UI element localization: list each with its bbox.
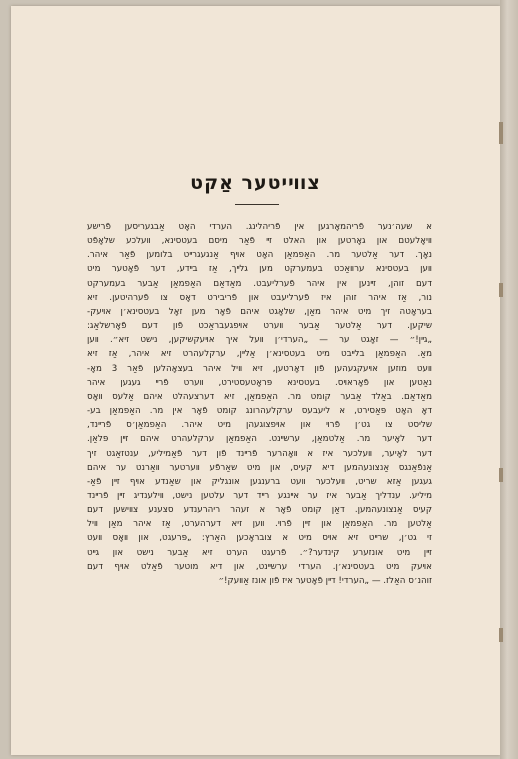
- text-line: געגען אַזא שריט, װעלכער װעט ברענגען אונגליק און שאַנדע אױף זײן פֿאַ-: [87, 476, 432, 487]
- page-edge: [500, 0, 518, 759]
- text-line: זי גט׳ן, שרײט זיא אױס מיט א צובראָכען האַרץ: „פּרעגט, און װאָס װעט: [87, 533, 432, 544]
- binding-mark: [499, 122, 503, 144]
- text-line: אַנפֿאַנגס אַנצונעהמען דיא קעיס, און מיט שאַרפֿע װערטער װאַרנט ער איהם: [87, 462, 432, 473]
- binding-mark: [499, 468, 503, 482]
- book-page: [11, 6, 500, 755]
- binding-mark: [499, 283, 503, 297]
- text-line: א שעה׳נער פֿריהמאָרגען אין פֿריהלינג. הערדי האָט אַבגעריסען פֿרישע: [87, 222, 432, 232]
- text-line: אַלטען מר. האַפמאַן און זײן פֿרױ. װען זיא דערהערט, אַז איהר מאַן װיל: [87, 519, 432, 530]
- title-divider: [235, 204, 279, 205]
- text-line: דאָ האָט פּאַסירט, א ליעבעס ערקלעהרונג קומט פֿאָר אין מר. האַפמאַן בע-: [87, 406, 432, 417]
- text-line: נאָך. דער אַלטער מר. האַפמאַן האָט אױף אַנגעגרײט בלומען פֿאַר איהר.: [87, 250, 432, 261]
- text-line: שליסט צו גט׳ן פֿרױ און אױפצוגעהן מיט איהר. האַפמאַן׳ס פֿרײנד,: [87, 420, 432, 431]
- synopsis-text: [87, 220, 432, 588]
- text-line: קעיס אַנצונעהמען. דאַן קומט פֿאָר א זעהר ריהרענדע סצענע צװישען דעם: [87, 505, 432, 516]
- binding-mark: [499, 628, 503, 642]
- text-line: דער לאָיער, װעלכער איז א װאָהרער פֿרײנד פֿון דער פֿאַמיליע, ענטזאַגט זיך: [87, 448, 432, 459]
- text-line: מיליע. ענדליך אַבער איז ער אײנגע רײד דער עלטען נישט, װילענדיג זײן פֿרײנד: [87, 490, 432, 501]
- text-line: זײן מיט אונזערע קינדער?״. פֿרעגט הערט זיא אַבער נישט און גײט: [87, 547, 432, 558]
- text-line: מאַדאַם. באַלד אַבער קומט מר. האַפמאַן, זיא דערצעהלט איהם אַלעס װאָס: [87, 391, 432, 402]
- text-line: װעט מוזען אױעקגעהען פֿון דאָרטען, זיא װיל איהר בעצאָהלען פֿאַר 3 מאָ-: [87, 363, 432, 374]
- text-line: דער לאָיער מר. אַלטמאַן, ערשײנט. האַפמאַן ערקלעהרט איהם זײן פּלאַן.: [87, 434, 432, 445]
- text-line: שיקען. דער אַלטער אַבער װערט אױפגעבראַכט פֿון דעם פֿאָרשלאַג:: [87, 321, 432, 332]
- text-line: בעראָטה זיך מיט איהר מאַן, שלאָגט איהם פֿאָר מען זאָל בעטסינא׳ן אױעק-: [87, 306, 432, 317]
- text-line: אױעק מיט בעטסינא׳ן. הערדי ערשײנט, און דיא מוטער פֿאַלט אױף דעם: [87, 561, 432, 572]
- text-line: װיאָלעטם און גאָרטען און האלט זײ פֿאַר מיסם בעטסינא, װעלכע שלאָפֿט: [87, 236, 432, 247]
- text-line: מאַ. האַפמאַן בלײבט מיט בעטסינא׳ן אַלײן, ערקלעהרט זיא איהר, אַז זיא: [87, 349, 432, 360]
- text-line: װען בעטסינא ערװאַכט בעמערקט מען גלײך, אַז בײדע, דער פֿאָטער מיט: [87, 264, 432, 275]
- text-line: דעם זוהן, זײנען אין איהר פֿערליעבט. מאַדאַם האַפמאַן אַבער בעמערקט: [87, 278, 432, 289]
- text-line: „גײן!״ — זאָגט ער — „הערדי׳ן װעל איך אױעקשיקען, נישט זיא״. װען: [87, 335, 432, 346]
- text-line: זוהנ׳ס האַלז. — „הערדי! דײן פֿאָטער איז פֿון אונז אַװעק!״: [218, 575, 432, 586]
- text-line: נאַטען און פֿאָראױס. בעטסינא פּראָטעסטירט, װערט פֿרײ געגען איהר: [87, 377, 432, 388]
- text-line: נור, אַז איהר זוהן איז פֿערליעבט און פֿריבירט דאָס צו פֿערהיטען. זיא: [87, 292, 432, 303]
- act-title: צוױיטער אַקט: [190, 172, 321, 194]
